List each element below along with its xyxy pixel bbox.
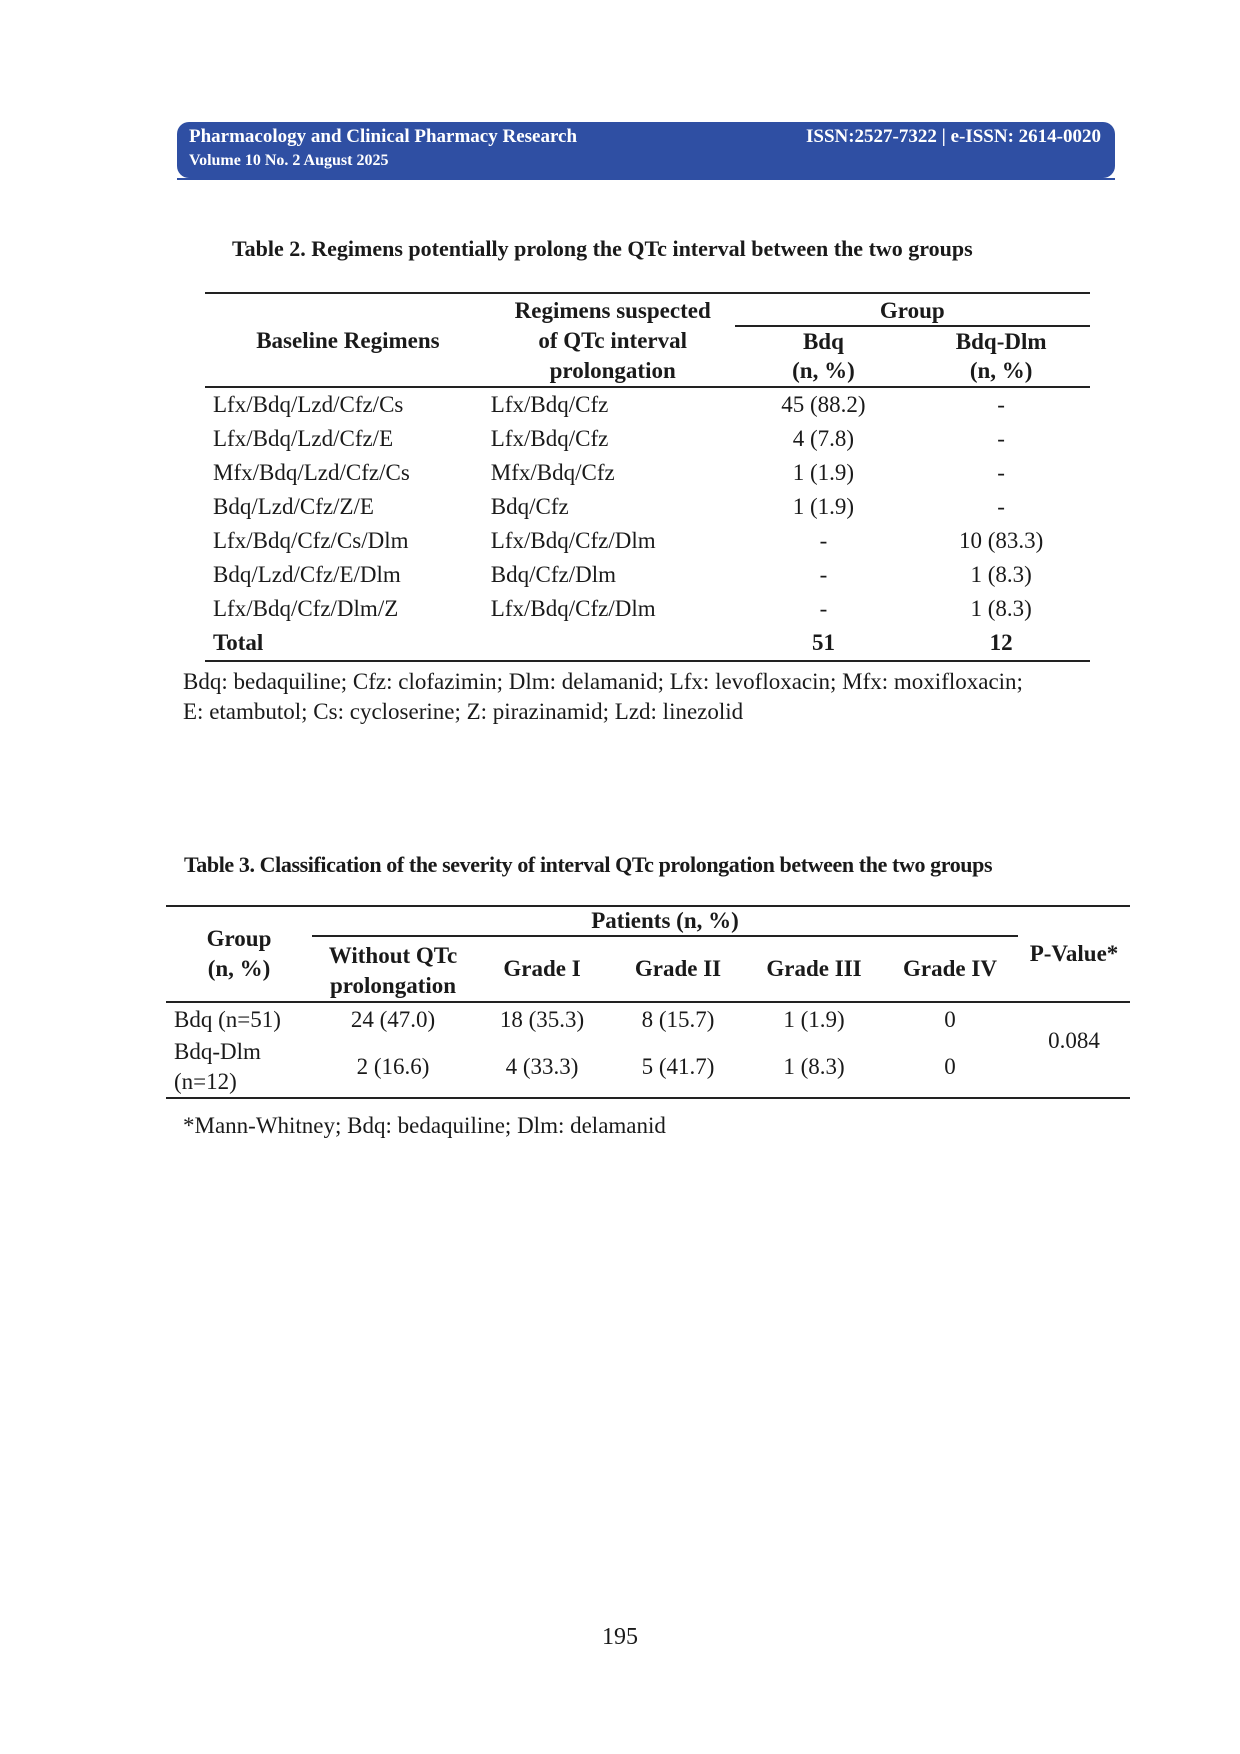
table3-cell-group <box>166 1037 312 1098</box>
table2-cell-baseline: Lfx/Bdq/Lzd/Cfz/Cs <box>213 392 404 417</box>
table2-header-bdqdlm-unit: (n, %) <box>912 357 1090 387</box>
table2-cell-baseline: Bdq/Lzd/Cfz/Z/E <box>213 494 374 519</box>
table3-header-without-line2: prolongation <box>329 973 457 998</box>
table2-cell-bdqdlm: - <box>997 392 1005 417</box>
table3-cell-grade4: 0 <box>944 1007 956 1032</box>
table3-cell-grade2: 8 (15.7) <box>641 1007 715 1032</box>
table2-total-bdq: 51 <box>735 626 913 661</box>
table2-note-line2: E: etambutol; Cs: cycloserine; Z: pirazinamid; Lzd: linezolid <box>183 699 744 724</box>
table2-caption: Table 2. Regimens potentially prolong the QTc interval between the two groups <box>232 236 973 261</box>
table2-cell-bdqdlm: 10 (83.3) <box>958 528 1044 553</box>
table2-cell-bdqdlm: 1 (8.3) <box>970 596 1032 621</box>
journal-volume: Volume 10 No. 2 August 2025 <box>189 152 389 169</box>
table3-header-grade1: Grade I <box>503 956 581 981</box>
table2-cell-bdq: 4 (7.8) <box>792 426 855 451</box>
table2-cell-suspected: Bdq/Cfz/Dlm <box>490 562 617 587</box>
table3-footnote: *Mann-Whitney; Bdq: bedaquiline; Dlm: delamanid <box>183 1113 666 1138</box>
table-row <box>166 1037 1130 1098</box>
table-row <box>205 524 1090 558</box>
table3-cell-group-line1: Bdq-Dlm <box>174 1039 261 1064</box>
table3-cell-grade4: 0 <box>882 1037 1018 1098</box>
table3-cell-without: 2 (16.6) <box>312 1037 474 1098</box>
table-row <box>205 422 1090 456</box>
table-row <box>205 388 1090 422</box>
table3-header-without <box>312 936 474 1002</box>
table2-cell-bdqdlm: - <box>997 426 1005 451</box>
table3-cell-group: Bdq (n=51) <box>174 1007 281 1032</box>
table2-cell-bdq: 1 (1.9) <box>792 460 855 485</box>
table3-cell-group-line2: (n=12) <box>174 1069 237 1094</box>
table3-cell-pvalue: 0.084 <box>1018 1003 1130 1098</box>
table3-cell-grade1: 4 (33.3) <box>474 1037 610 1098</box>
table3-cell-grade2: 5 (41.7) <box>610 1037 746 1098</box>
table2-note-line1: Bdq: bedaquiline; Cfz: clofazimin; Dlm: delamanid; Lfx: levofloxacin; Mfx: moxifloxacin; <box>183 669 1023 694</box>
table2-header-group: Group <box>735 294 1090 326</box>
table2-cell-bdq: - <box>819 596 828 621</box>
table-row <box>205 490 1090 524</box>
table3-caption: Table 3. Classification of the severity of interval QTc prolongation between the two groups <box>184 852 993 877</box>
table2-cell-suspected: Mfx/Bdq/Cfz <box>490 460 615 485</box>
table2-cell-bdq: 45 (88.2) <box>781 392 866 417</box>
table3-cell-grade3: 1 (8.3) <box>746 1037 882 1098</box>
table2-cell-suspected: Lfx/Bdq/Cfz/Dlm <box>490 596 656 621</box>
table3-header-group-line1: Group <box>206 926 272 951</box>
table2-cell-baseline: Lfx/Bdq/Cfz/Dlm/Z <box>213 596 399 621</box>
table3-cell-without: 24 (47.0) <box>350 1007 436 1032</box>
table2-cell-bdq: 1 (1.9) <box>792 494 855 519</box>
table3-header-pvalue: P-Value* <box>1029 941 1119 966</box>
header-divider <box>177 178 1115 180</box>
table3-header-grade4: Grade IV <box>903 956 997 981</box>
table2-cell-baseline: Lfx/Bdq/Lzd/Cfz/E <box>213 426 394 451</box>
table2-header-bdq-unit: (n, %) <box>735 357 913 387</box>
table2-header-suspected <box>491 294 735 387</box>
table2-total-label: Total <box>205 626 491 661</box>
table3-cell-grade3: 1 (1.9) <box>783 1007 845 1032</box>
table-row <box>205 592 1090 626</box>
table2-cell-bdqdlm: 1 (8.3) <box>970 562 1032 587</box>
table-row <box>205 558 1090 592</box>
table2-total-bdqdlm: 12 <box>912 626 1090 661</box>
table2-total-empty <box>491 626 735 661</box>
table2-cell-suspected: Bdq/Cfz <box>490 494 569 519</box>
table3-header-patients: Patients (n, %) <box>312 907 1018 936</box>
table2-cell-suspected: Lfx/Bdq/Cfz/Dlm <box>490 528 656 553</box>
table2-total-row <box>205 626 1090 661</box>
journal-issn: ISSN:2527-7322 | e-ISSN: 2614-0020 <box>805 126 1101 147</box>
table2-cell-suspected: Lfx/Bdq/Cfz <box>490 392 609 417</box>
journal-title: Pharmacology and Clinical Pharmacy Research <box>189 126 578 147</box>
table3-cell-grade1: 18 (35.3) <box>499 1007 585 1032</box>
table3-header-group-line2: (n, %) <box>207 956 271 981</box>
table2-header-bdqdlm: Bdq-Dlm <box>955 329 1047 355</box>
table3-header-grade2: Grade II <box>634 956 722 981</box>
table2-cell-bdq: - <box>819 528 828 553</box>
table2-header-suspected-line2: of QTc interval <box>538 328 688 353</box>
table2-header-bdq: Bdq <box>802 329 844 355</box>
table2-header-suspected-line1: Regimens suspected <box>514 298 711 323</box>
table-row <box>205 456 1090 490</box>
table3-header-without-line1: Without QTc <box>328 943 458 968</box>
table3-header-group <box>166 907 312 1002</box>
page-number: 195 <box>602 1624 638 1650</box>
table3-header-grade3: Grade III <box>766 956 862 981</box>
table2-cell-suspected: Lfx/Bdq/Cfz <box>490 426 609 451</box>
table2-abbreviations-note <box>183 667 1023 727</box>
table-row <box>166 1003 1130 1037</box>
table2-cell-baseline: Mfx/Bdq/Lzd/Cfz/Cs <box>213 460 410 485</box>
table2-cell-bdq: - <box>819 562 828 587</box>
table2-cell-baseline: Bdq/Lzd/Cfz/E/Dlm <box>213 562 401 587</box>
table2-cell-bdqdlm: - <box>997 460 1005 485</box>
table2-cell-bdqdlm: - <box>997 494 1005 519</box>
table2-cell-baseline: Lfx/Bdq/Cfz/Cs/Dlm <box>213 528 409 553</box>
table2 <box>205 292 1090 662</box>
table2-header-suspected-line3: prolongation <box>549 358 676 383</box>
table3 <box>166 905 1130 1099</box>
journal-header-banner <box>177 122 1115 178</box>
table2-header-baseline: Baseline Regimens <box>256 328 440 353</box>
